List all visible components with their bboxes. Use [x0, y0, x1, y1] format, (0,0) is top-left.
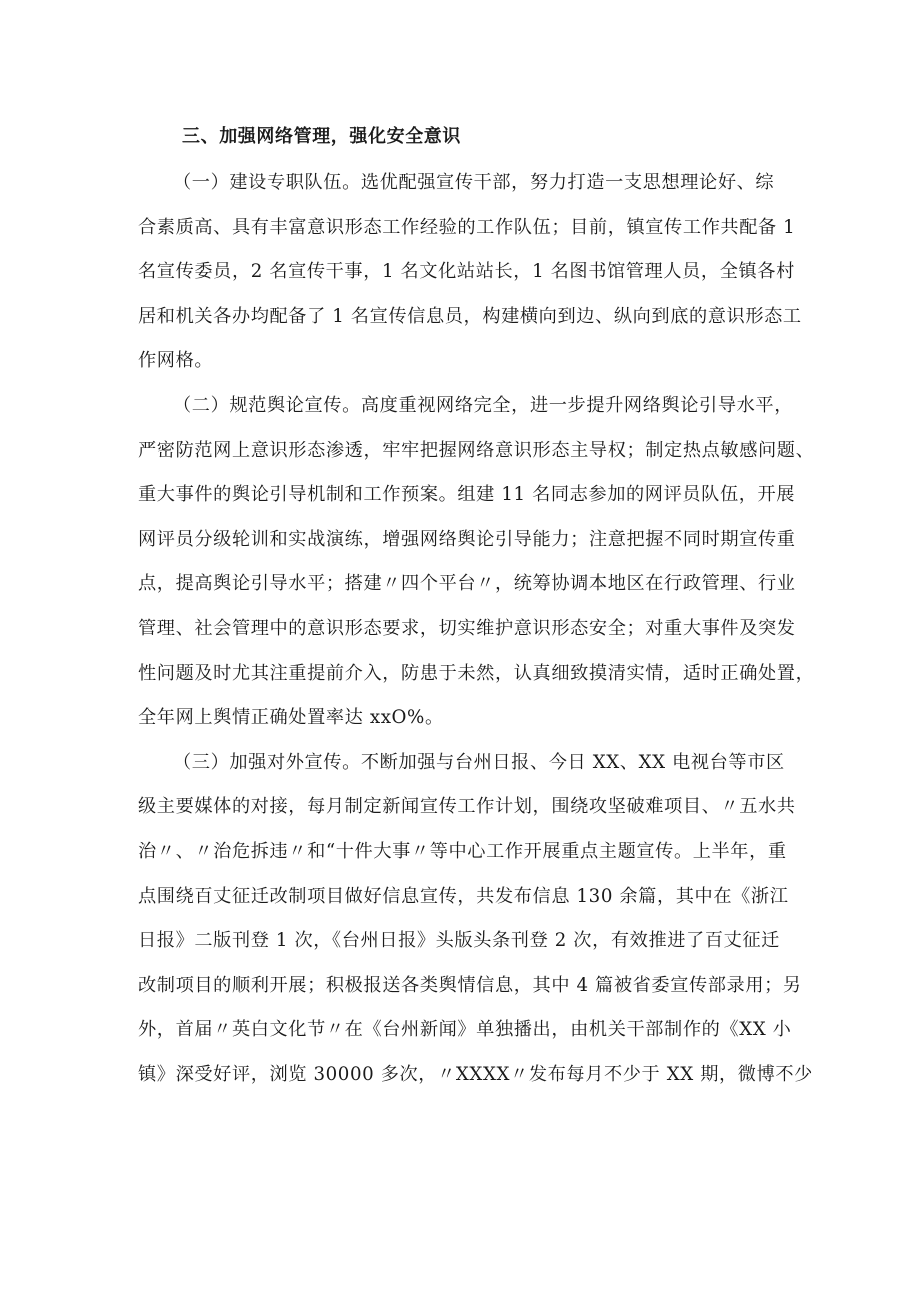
text-line: 外，首届〃英白文化节〃在《台州新闻》单独播出，由机关干部制作的《XX 小 — [138, 1019, 792, 1041]
text-line: 镇》深受好评，浏览 30000 多次，〃XXXX〃发布每月不少于 XX 期，微博不少 — [138, 1063, 813, 1085]
paragraph-public-opinion — [138, 384, 815, 741]
text-line: （二）规范舆论宣传。高度重视网络完全，进一步提升网络舆论引导水平， — [173, 394, 793, 416]
text-line: 级主要媒体的对接，每月制定新闻宣传工作计划，围绕攻坚破难项目、〃五水共 — [138, 796, 796, 818]
text-line: 改制项目的顺利开展；积极报送各类舆情信息，其中 4 篇被省委宣传部录用；另 — [138, 974, 802, 996]
text-line: 性问题及时尤其注重提前介入，防患于未然，认真细致摸清实情，适时正确处置， — [138, 662, 815, 684]
text-line: 合素质高、具有丰富意识形态工作经验的工作队伍；目前，镇宣传工作共配备 1 — [138, 216, 796, 238]
text-line: （一）建设专职队伍。选优配强宣传干部，努力打造一支思想理论好、综 — [173, 172, 775, 193]
text-line: 名宣传委员，2 名宣传干事，1 名文化站站长，1 名图书馆管理人员，全镇各村 — [138, 261, 795, 283]
text-line: 作网格。 — [138, 350, 214, 372]
text-line: 网评员分级轮训和实战演练，增强网络舆论引导能力；注意把握不同时期宣传重 — [138, 528, 796, 550]
text-line: 管理、社会管理中的意识形态要求，切实维护意识形态安全；对重大事件及突发 — [138, 617, 796, 639]
section-heading: 三、加强网络管理，强化安全意识 — [182, 126, 461, 147]
paragraph-team-building — [138, 161, 802, 384]
text-line: 点围绕百丈征迁改制项目做好信息宣传，共发布信息 130 余篇，其中在《浙江 — [138, 885, 789, 907]
text-line: 严密防范网上意识形态渗透，牢牢把握网络意识形态主导权；制定热点敏感问题、 — [138, 439, 815, 461]
text-line: 重大事件的舆论引导机制和工作预案。组建 11 名同志参加的网评员队伍，开展 — [138, 484, 796, 506]
document-body — [138, 113, 815, 1097]
text-line: 治〃、〃治危拆违〃和“十件大事〃等中心工作开展重点主题宣传。上半年，重 — [138, 840, 787, 862]
text-line: 日报》二版刊登 1 次，《台州日报》头版头条刊登 2 次，有效推进了百丈征迁 — [138, 930, 780, 952]
paragraph-external-publicity — [138, 741, 813, 1098]
text-line: 点，提高舆论引导水平；搭建〃四个平台〃，统筹协调本地区在行政管理、行业 — [138, 573, 796, 595]
text-line: 全年网上舆情正确处置率达 xxO%。 — [138, 707, 444, 729]
text-line: （三）加强对外宣传。不断加强与台州日报、今日 XX、XX 电视台等市区 — [173, 751, 785, 773]
text-line: 居和机关各办均配备了 1 名宣传信息员，构建横向到边、纵向到底的意识形态工 — [138, 305, 802, 327]
